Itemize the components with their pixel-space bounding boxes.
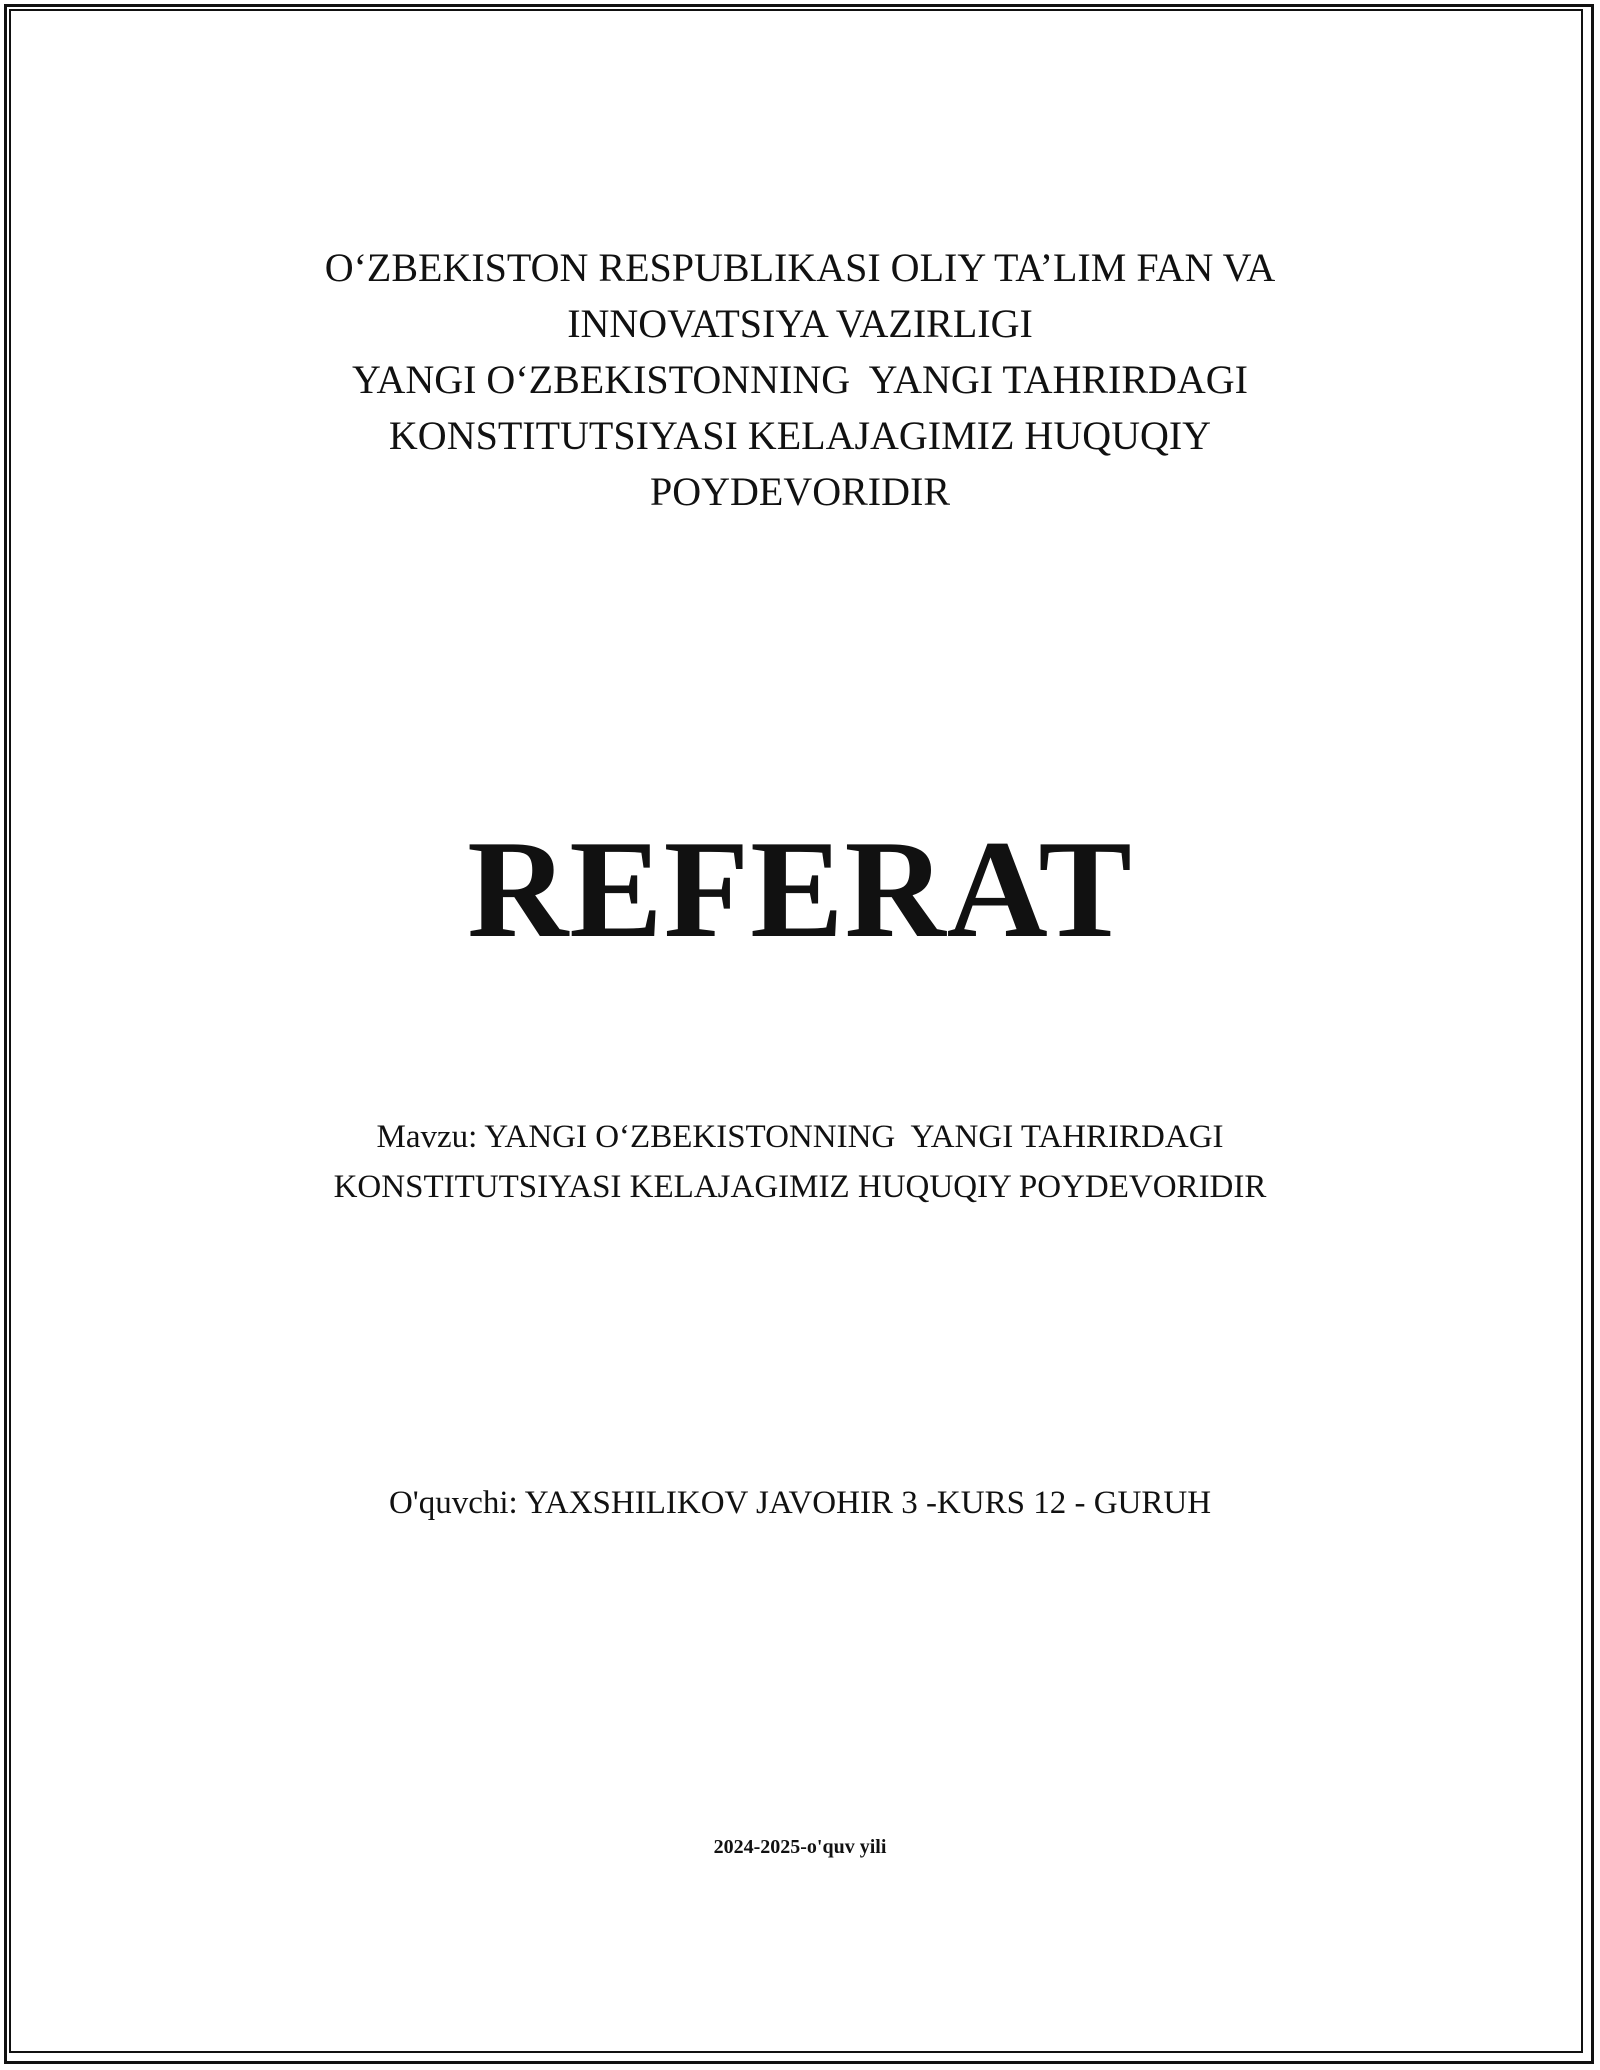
topic-line: KONSTITUTSIYASI KELAJAGIMIZ HUQUQIY POYDEVORIDIR xyxy=(333,1169,1267,1205)
header-line: KONSTITUTSIYASI KELAJAGIMIZ HUQUQIY xyxy=(388,413,1212,458)
header-line: POYDEVORIDIR xyxy=(650,469,950,514)
topic-block xyxy=(0,1112,1600,1212)
document-title: REFERAT xyxy=(467,812,1133,967)
ministry-header xyxy=(0,240,1600,520)
header-line: YANGI O‘ZBEKISTONNING YANGI TAHRIRDAGI xyxy=(352,357,1248,402)
topic-line: Mavzu: YANGI O‘ZBEKISTONNING YANGI TAHRIRDAGI xyxy=(376,1119,1224,1155)
header-line: INNOVATSIYA VAZIRLIGI xyxy=(567,301,1033,346)
header-line: O‘ZBEKISTON RESPUBLIKASI OLIY TA’LIM FAN VA xyxy=(324,245,1276,290)
academic-year: 2024-2025-o'quv yili xyxy=(713,1836,887,1858)
student-info: O'quvchi: YAXSHILIKOV JAVOHIR 3 -KURS 12 - GURUH xyxy=(388,1485,1212,1521)
